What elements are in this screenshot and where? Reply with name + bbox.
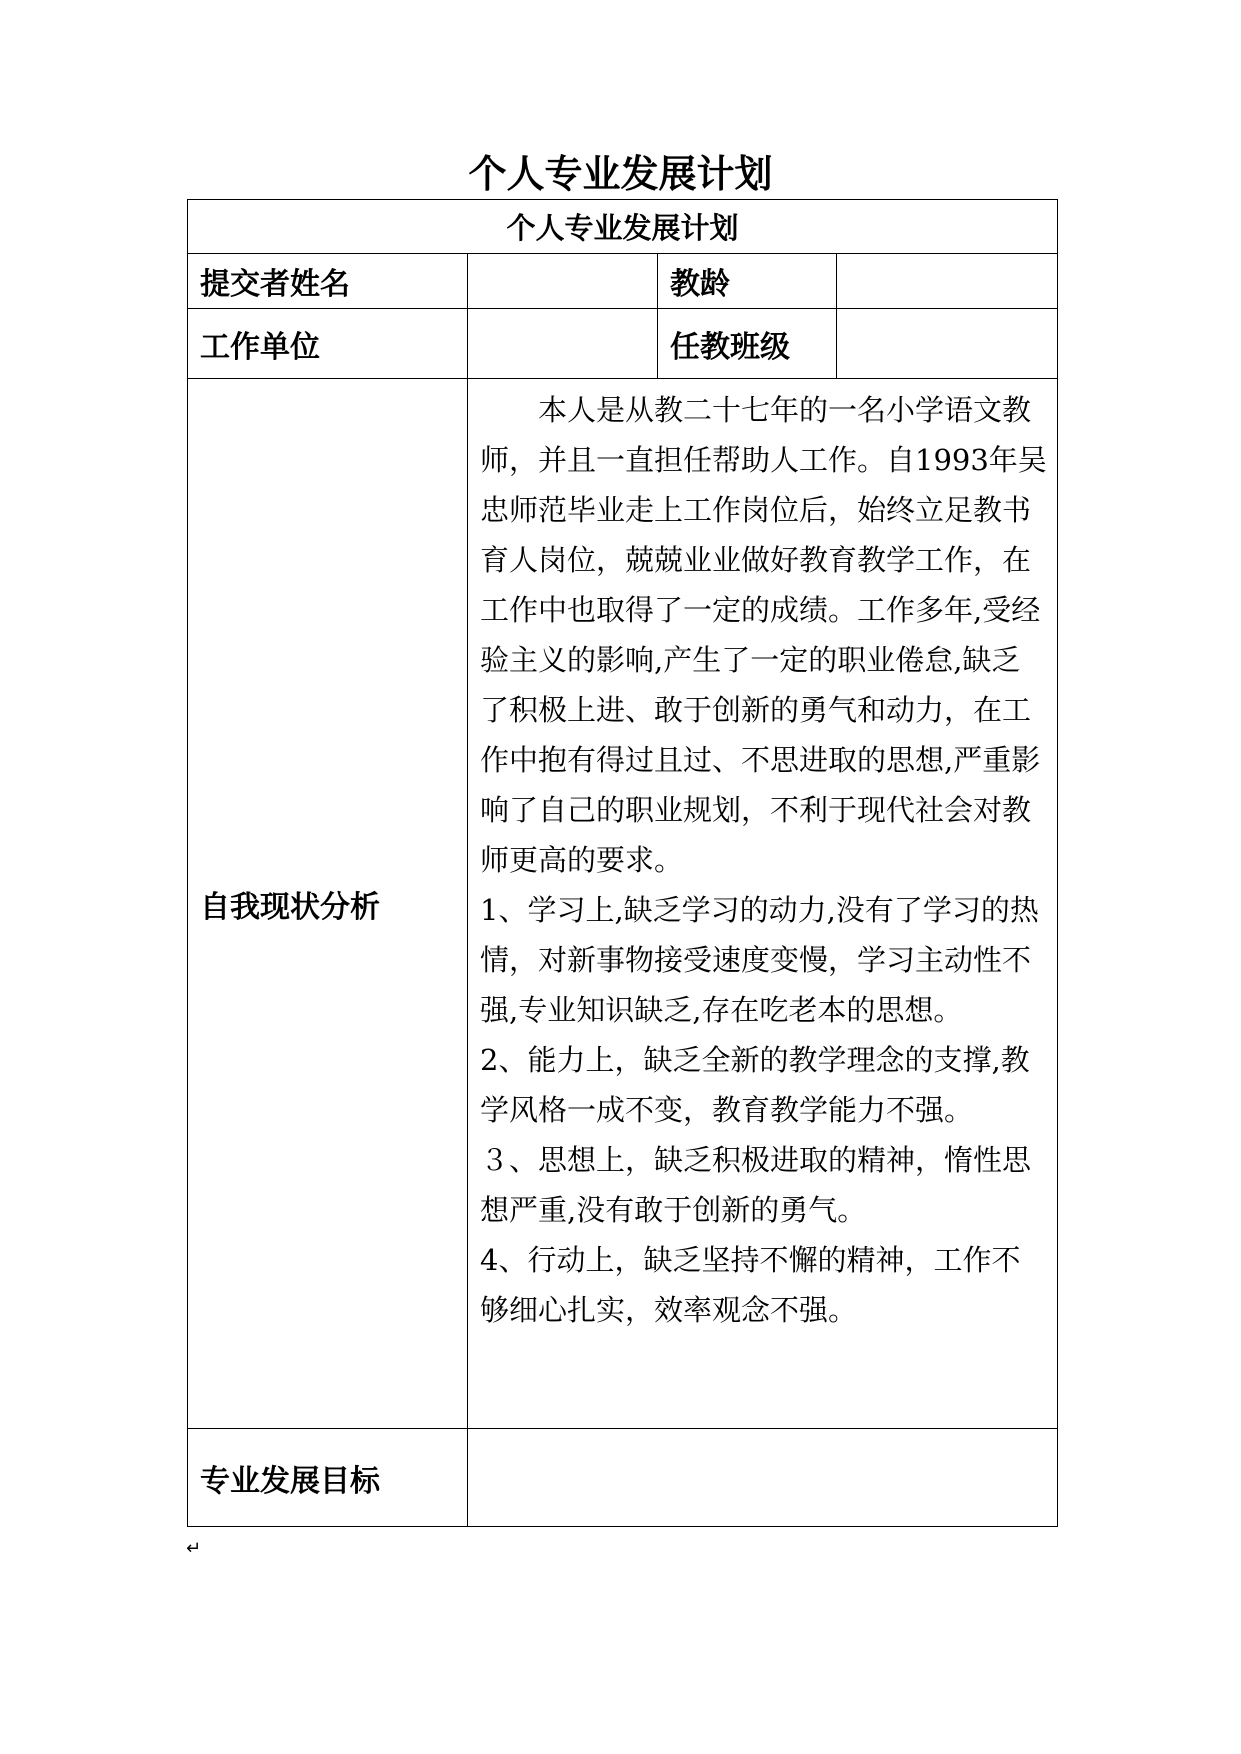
development-goal-value[interactable] [468,1429,1058,1527]
name-value[interactable] [468,254,658,309]
self-analysis-content[interactable] [468,379,1058,1429]
teaching-years-value[interactable] [837,254,1058,309]
teaching-years-label: 教龄 [658,254,837,309]
plan-form-table [187,199,1058,1527]
class-value[interactable] [837,309,1058,379]
self-analysis-label: 自我现状分析 [188,379,468,1429]
document-title: 个人专业发展计划 [468,152,773,196]
table-header: 个人专业发展计划 [188,200,1058,254]
class-label: 任教班级 [658,309,837,379]
self-analysis-point-4: 4、行动上，缺乏坚持不懈的精神，工作不够细心扎实，效率观念不强。 [480,1243,1021,1327]
paragraph-end-mark: ↵ [186,1538,202,1559]
self-analysis-point-3: ３、思想上，缺乏积极进取的精神，惰性思想严重,没有敢于创新的勇气。 [480,1143,1032,1227]
self-analysis-point-2: 2、能力上，缺乏全新的教学理念的支撑,教学风格一成不变，教育教学能力不强。 [480,1043,1030,1127]
self-analysis-point-1: 1、学习上,缺乏学习的动力,没有了学习的热情，对新事物接受速度变慢，学习主动性不强,专业知识缺乏,存在吃老本的思想。 [480,893,1039,1027]
name-label: 提交者姓名 [188,254,468,309]
self-analysis-paragraph-intro: 本人是从教二十七年的一名小学语文教师，并且一直担任帮助人工作。自1993年吴忠师范毕业走上工作岗位后，始终立足教书育人岗位，兢兢业业做好教育教学工作，在工作中也取得了一定的成绩。工作多年,受经验主义的影响,产生了一定的职业倦怠,缺乏了积极上进、敢于创新的勇气和动力，在工作中抱有得过且过、不思进取的思想,严重影响了自己的职业规划，不利于现代社会对教师更高的要求。 [480,393,1047,877]
work-unit-label: 工作单位 [188,309,468,379]
work-unit-value[interactable] [468,309,658,379]
development-goal-label: 专业发展目标 [188,1429,468,1527]
